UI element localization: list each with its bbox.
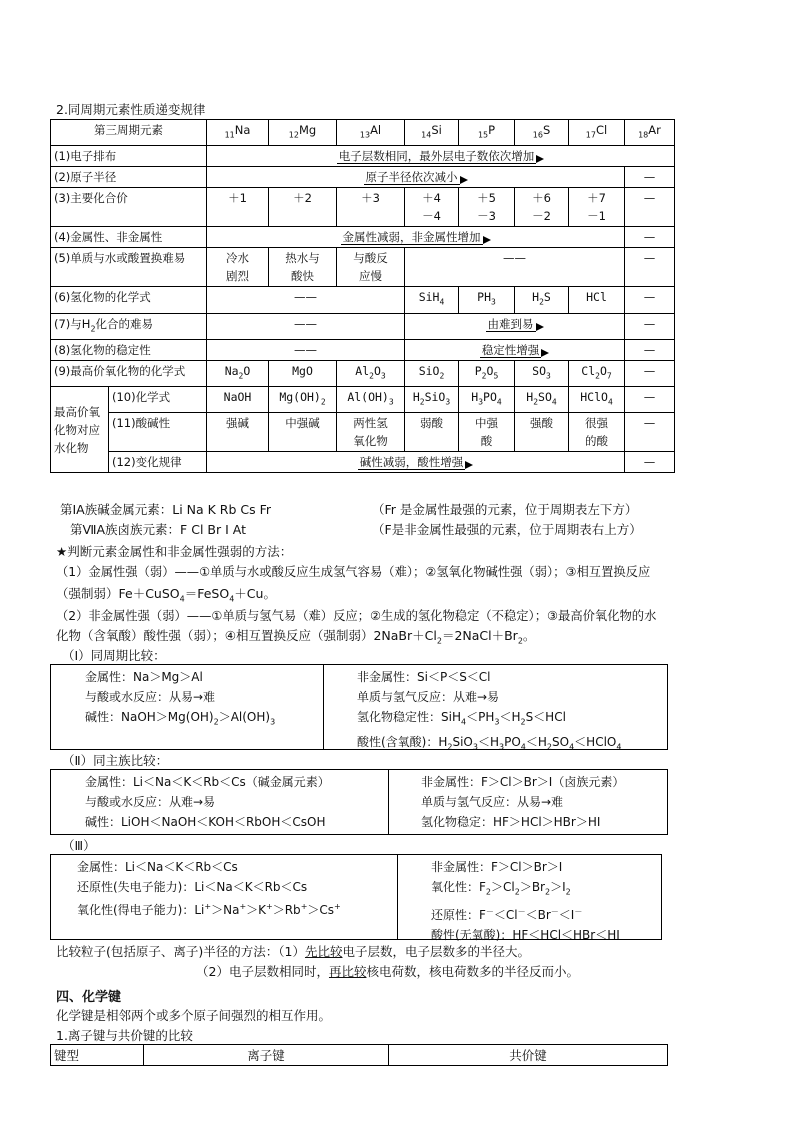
nonmetal-order: 非金属性：Si＜P＜S＜Cl — [357, 670, 491, 684]
section4-definition: 化学键是相邻两个或多个原子间强烈的相互作用。 — [56, 1008, 332, 1023]
dash-cell: — — [625, 452, 675, 473]
row-valence — [51, 188, 675, 227]
period-properties-table — [50, 119, 675, 473]
bond-type-header: 键型 — [51, 1045, 144, 1066]
dash-cell: — — [625, 227, 675, 248]
acidity-cell: 很强 的酸 — [569, 413, 625, 452]
formula-cell: $SO_3$ — [515, 360, 569, 386]
valence-cell: ＋2 — [269, 188, 337, 227]
formula-cell: $PH_3$ — [459, 287, 515, 313]
h2-reaction-order: 单质与氢气反应：从易→难 — [421, 795, 564, 809]
row-label: (8)氢化物的稳定性 — [51, 339, 207, 360]
dash-cell: — — [625, 248, 675, 287]
divider — [397, 855, 398, 939]
acidity-cell: 强碱 — [207, 413, 269, 452]
row-hydroxide — [51, 387, 675, 413]
row-oxide — [51, 360, 675, 386]
row-label: (5)单质与水或酸置换难易 — [51, 248, 207, 287]
acidity-cell: 中强碱 — [269, 413, 337, 452]
acid-order: 酸性(含氧酸)：$H_2SiO_3<H_3PO_4<H_2SO_4<HClO_4$ — [357, 735, 622, 752]
box1-title: （Ⅰ）同周期比较： — [62, 648, 166, 663]
valence-cell: ＋5 －3 — [459, 188, 515, 227]
dash-cell: — — [625, 287, 675, 313]
formula-cell: $Na_2O$ — [207, 360, 269, 386]
acidity-cell: 强酸 — [515, 413, 569, 452]
alkali-note: （Fr 是金属性最强的元素，位于周期表左下方） — [372, 502, 638, 517]
method-heading: ★判断元素金属性和非金属性强弱的方法： — [56, 544, 293, 559]
row-label: (3)主要化合价 — [51, 188, 207, 227]
arrow-right-icon — [465, 461, 473, 469]
covalent-bond-header: 共价键 — [389, 1045, 668, 1066]
formula-cell: HClO$_4$ — [569, 387, 625, 413]
ionic-bond-header: 离子键 — [144, 1045, 389, 1066]
metal-method: （1）金属性强（弱）——①单质与水或酸反应生成氢气容易（难）；②氢氧化物碱性强（弱）；③相互置换反应 — [56, 565, 651, 579]
nonmetal-method: （2）非金属性强（弱）——①单质与氢气易（难）反应；②生成的氢化物稳定（不稳定）；③最高价氧化物的水 — [56, 609, 657, 623]
row-label: (10)化学式 — [109, 387, 207, 413]
formula-cell: $Mg(OH)_2$ — [269, 387, 337, 413]
box1-same-period — [50, 664, 668, 750]
section4-title: 四、化学键 — [56, 990, 122, 1005]
dash-cell: —— — [207, 287, 405, 313]
hydride-order: 氢化物稳定性：$SiH_4<PH_3<H_2S<HCl$ — [357, 710, 566, 727]
trend-cell — [207, 452, 625, 473]
row-h2-combination — [51, 313, 675, 339]
group-label: 最高价氧化物对应水化物 — [51, 387, 109, 473]
radius-rule-2: （2）电子层数相同时，再比较核电荷数，核电荷数多的半径反而小。 — [196, 964, 579, 979]
acidity-cell: 弱酸 — [405, 413, 459, 452]
valence-cell: ＋4 －4 — [405, 188, 459, 227]
reducing-order: 还原性：F－＜Cl－＜Br－＜I－ — [431, 907, 583, 923]
row-hydride-stability — [51, 339, 675, 360]
formula-cell: $H_2S$ — [515, 287, 569, 313]
acidity-cell: 中强 酸 — [459, 413, 515, 452]
bond-comparison-table — [50, 1044, 668, 1066]
box3-title: （Ⅲ） — [62, 838, 96, 853]
nonmetal-method-cont: 化物（含氧酸）酸性强（弱）；④相互置换反应（强制弱）$2NaBr+Cl_2=2NaCl+Br_2$。 — [56, 628, 536, 646]
arrow-right-icon — [536, 323, 544, 331]
dash-cell: —— — [207, 313, 405, 339]
element-mg: $_{12}$Mg — [269, 120, 337, 146]
row-electron — [51, 146, 675, 167]
arrow-right-icon — [460, 176, 468, 184]
base-order: 碱性：LiOH＜NaOH＜KOH＜RbOH＜CsOH — [85, 815, 326, 829]
element-ar: $_{18}$Ar — [625, 120, 675, 146]
comparison-subtitle: 1.离子键与共价键的比较 — [56, 1028, 193, 1043]
box2-same-group — [50, 769, 668, 835]
valence-cell: ＋3 — [337, 188, 405, 227]
arrow-right-icon — [483, 236, 491, 244]
formula-cell: $Al_2O_3$ — [337, 360, 405, 386]
dash-cell: — — [625, 360, 675, 386]
formula-cell: NaOH — [207, 387, 269, 413]
formula-cell: $H_3PO_4$ — [459, 387, 515, 413]
element-si: $_{14}$Si — [405, 120, 459, 146]
row-label: (4)金属性、非金属性 — [51, 227, 207, 248]
metal-order: 金属性：Li＜Na＜K＜Rb＜Cs（碱金属元素） — [85, 775, 330, 789]
box2-title: （Ⅱ）同主族比较： — [62, 753, 169, 768]
row-radius — [51, 167, 675, 188]
trend-cell — [207, 146, 675, 167]
oxidizing-order: 氧化性(得电子能力)：Li+＞Na+＞K+＞Rb+＞Cs+ — [77, 902, 341, 917]
row-label: (2)原子半径 — [51, 167, 207, 188]
row-acidity — [51, 413, 675, 452]
valence-cell: ＋7 －1 — [569, 188, 625, 227]
reaction-order: 与酸或水反应：从难→易 — [85, 795, 216, 809]
formula-cell: SiO$_2$ — [405, 360, 459, 386]
nonmetal-order: 非金属性：F＞Cl＞Br＞I（卤族元素） — [421, 775, 625, 789]
row-trend — [51, 452, 675, 473]
dash-cell: — — [625, 167, 675, 188]
row-metallicity — [51, 227, 675, 248]
metal-order: 金属性：Li＜Na＜K＜Rb＜Cs — [77, 860, 238, 874]
dash-cell: — — [625, 313, 675, 339]
h2-reaction-order: 单质与氢气反应：从难→易 — [357, 690, 500, 704]
trend-text: 碱性减弱，酸性增强 — [359, 455, 464, 470]
trend-cell — [207, 167, 625, 188]
dash-cell: — — [625, 188, 675, 227]
reaction-cell: 与酸反 应慢 — [337, 248, 405, 287]
header-row — [51, 120, 675, 146]
formula-cell: SiH$_4$ — [405, 287, 459, 313]
row-label: (12)变化规律 — [109, 452, 207, 473]
section-title: 2.同周期元素性质递变规律 — [56, 102, 206, 117]
acidity-cell: 两性氢 氧化物 — [337, 413, 405, 452]
reaction-cell: 冷水 剧烈 — [207, 248, 269, 287]
dash-cell: — — [625, 413, 675, 452]
arrow-right-icon — [541, 349, 549, 357]
halogen-note: （F是非金属性最强的元素，位于周期表右上方） — [372, 522, 642, 537]
formula-cell: $Al(OH)_3$ — [337, 387, 405, 413]
reaction-order: 与酸或水反应：从易→难 — [85, 690, 216, 704]
formula-cell: $H_2SO_4$ — [515, 387, 569, 413]
trend-text: 金属性减弱，非金属性增加 — [342, 230, 481, 245]
row-label: (9)最高价氧化物的化学式 — [51, 360, 207, 386]
alkali-line: 第ⅠA族碱金属元素：Li Na K Rb Cs Fr — [60, 502, 272, 517]
formula-cell: $Cl_2O_7$ — [569, 360, 625, 386]
row-label: (1)电子排布 — [51, 146, 207, 167]
element-na: $_{11}$Na — [207, 120, 269, 146]
row-label: (7)与$H_2$化合的难易 — [51, 313, 207, 339]
base-order: 碱性：$NaOH>Mg(OH)_2>Al(OH)_3$ — [85, 710, 276, 727]
dash-cell: — — [625, 387, 675, 413]
dash-cell: — — [625, 339, 675, 360]
trend-text: 稳定性增强 — [481, 342, 540, 357]
trend-text: 原子半径依次减小 — [365, 170, 458, 185]
valence-cell: ＋6 －2 — [515, 188, 569, 227]
metal-method-cont: （强制弱）Fe＋CuSO$_4$＝FeSO$_4$＋Cu。 — [56, 586, 276, 604]
trend-cell — [405, 339, 625, 360]
oxidizing-order: 氧化性：$F_2>Cl_2>Br_2>I_2$ — [431, 880, 571, 897]
element-al: $_{13}$Al — [337, 120, 405, 146]
radius-rule-1: 比较粒子(包括原子、离子)半径的方法：（1）先比较电子层数，电子层数多的半径大。 — [56, 944, 530, 959]
reducing-order: 还原性(失电子能力)：Li＜Na＜K＜Rb＜Cs — [77, 880, 308, 894]
element-s: $_{16}$S — [515, 120, 569, 146]
header-cell: 第三周期元素 — [51, 120, 207, 146]
valence-cell: ＋1 — [207, 188, 269, 227]
row-label: (11)酸碱性 — [109, 413, 207, 452]
trend-cell — [207, 227, 625, 248]
element-cl: $_{17}$Cl — [569, 120, 625, 146]
hydride-order: 氢化物稳定：HF＞HCl＞HBr＞HI — [421, 815, 601, 829]
dash-cell: —— — [207, 339, 405, 360]
row-hydride-formula — [51, 287, 675, 313]
acid-order: 酸性(无氧酸)：HF＜HCl＜HBr＜HI — [431, 928, 620, 943]
reaction-cell: 热水与 酸快 — [269, 248, 337, 287]
formula-cell: HCl — [569, 287, 625, 313]
element-p: $_{15}$P — [459, 120, 515, 146]
formula-cell: MgO — [269, 360, 337, 386]
trend-text: 电子层数相同，最外层电子数依次增加 — [338, 149, 535, 164]
halogen-line: 第ⅦA族卤族元素：F Cl Br I At — [70, 522, 246, 537]
row-label: (6)氢化物的化学式 — [51, 287, 207, 313]
formula-cell: $P_2O_5$ — [459, 360, 515, 386]
trend-cell — [405, 313, 625, 339]
dash-cell: —— — [405, 248, 625, 287]
row-displacement — [51, 248, 675, 287]
nonmetal-order: 非金属性：F＞Cl＞Br＞I — [431, 860, 563, 874]
metal-order: 金属性：Na＞Mg＞Al — [85, 670, 203, 684]
box3-redox — [50, 854, 662, 943]
header-row — [51, 1045, 668, 1066]
formula-cell: $H_2SiO_3$ — [405, 387, 459, 413]
divider — [388, 770, 389, 834]
divider — [323, 665, 324, 749]
arrow-right-icon — [536, 155, 544, 163]
trend-text: 由难到易 — [487, 316, 534, 331]
